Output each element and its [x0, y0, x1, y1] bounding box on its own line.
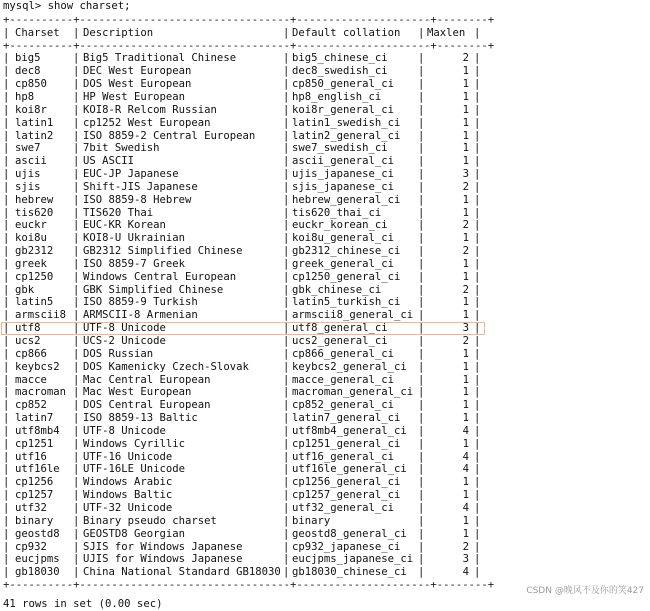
table-row: | ujis | EUC-JP Japanese | ujis_japanese_ci | 3 | [3, 168, 481, 181]
table-row: | dec8 | DEC West European | dec8_swedish_ci | 1 | [3, 65, 481, 78]
cell-maxlen: 1 [462, 514, 469, 527]
table-row: | cp850 | DOS West European | cp850_general_ci | 1 | [3, 78, 481, 91]
cell-collation: hp8_english_ci [292, 90, 382, 103]
table-row: | latin7 | ISO 8859-13 Baltic | latin7_general_ci | 1 | [3, 412, 481, 425]
cell-description: UTF-32 Unicode [83, 501, 173, 514]
cell-charset: eucjpms [15, 553, 60, 566]
cell-description: KOI8-R Relcom Russian [83, 103, 217, 116]
table-row: | swe7 | 7bit Swedish | swe7_swedish_ci | 1 | [3, 142, 481, 155]
cell-maxlen: 1 [462, 489, 469, 502]
cell-collation: geostd8_general_ci [292, 527, 407, 540]
cell-maxlen: 1 [462, 309, 469, 322]
result-footer: 41 rows in set (0.00 sec) [3, 597, 163, 610]
table-row: | hebrew | ISO 8859-8 Hebrew | hebrew_general_ci | 1 | [3, 193, 481, 206]
table-row: | koi8r | KOI8-R Relcom Russian | koi8r_general_ci | 1 | [3, 103, 481, 116]
cell-description: 7bit Swedish [83, 142, 160, 155]
cell-collation: tis620_thai_ci [292, 206, 382, 219]
cell-description: ISO 8859-8 Hebrew [83, 193, 192, 206]
cell-maxlen: 1 [462, 90, 469, 103]
cell-description: cp1252 West European [83, 116, 211, 129]
cell-description: ISO 8859-7 Greek [83, 257, 186, 270]
cell-charset: cp932 [15, 540, 47, 553]
cell-maxlen: 2 [462, 180, 469, 193]
cell-description: ARMSCII-8 Armenian [83, 309, 198, 322]
cell-maxlen: 1 [462, 527, 469, 540]
watermark-text: CSDN @晚风不及你的笑427 [526, 586, 644, 596]
cell-maxlen: 4 [462, 463, 469, 476]
table-row: | tis620 | TIS620 Thai | tis620_thai_ci | 1 | [3, 206, 481, 219]
cell-charset: latin5 [15, 296, 54, 309]
cell-description: ISO 8859-9 Turkish [83, 296, 198, 309]
cell-description: ISO 8859-2 Central European [83, 129, 256, 142]
cell-description: EUC-KR Korean [83, 219, 166, 232]
table-row: | utf16 | UTF-16 Unicode | utf16_general_ci | 4 | [3, 450, 481, 463]
cell-collation: cp1250_general_ci [292, 270, 401, 283]
cell-collation: eucjpms_japanese_ci [292, 553, 414, 566]
cell-collation: utf32_general_ci [292, 501, 395, 514]
cell-description: US ASCII [83, 155, 135, 168]
cell-description: DOS Russian [83, 347, 154, 360]
cell-charset: ujis [15, 168, 41, 181]
cell-collation: cp1251_general_ci [292, 437, 401, 450]
cell-charset: ascii [15, 155, 47, 168]
cell-collation: cp866_general_ci [292, 347, 395, 360]
cell-maxlen: 1 [462, 193, 469, 206]
cell-maxlen: 3 [462, 553, 469, 566]
cell-description: TIS620 Thai [83, 206, 154, 219]
table-row: | cp1250 | Windows Central European | cp1250_general_ci | 1 | [3, 270, 481, 283]
cell-maxlen: 1 [462, 386, 469, 399]
table-header-row: | Charset | Description | Default collation | Maxlen | [3, 26, 481, 39]
cell-maxlen: 1 [462, 373, 469, 386]
cell-collation: keybcs2_general_ci [292, 360, 407, 373]
table-row: | greek | ISO 8859-7 Greek | greek_general_ci | 1 | [3, 257, 481, 270]
cell-charset: dec8 [15, 65, 41, 78]
terminal-output [3, 0, 643, 611]
cell-description: GEOSTD8 Georgian [83, 527, 186, 540]
cell-collation: utf8_general_ci [292, 322, 388, 335]
cell-charset: cp1256 [15, 476, 54, 489]
cell-maxlen: 3 [462, 168, 469, 181]
cell-collation: cp1257_general_ci [292, 489, 401, 502]
cell-charset: cp1250 [15, 270, 54, 283]
table-row: | koi8u | KOI8-U Ukrainian | koi8u_general_ci | 1 | [3, 232, 481, 245]
cell-collation: koi8r_general_ci [292, 103, 395, 116]
cell-charset: armscii8 [15, 309, 67, 322]
table-row: | utf8 | UTF-8 Unicode | utf8_general_ci | 3 | [3, 322, 481, 335]
cell-maxlen: 4 [462, 566, 469, 579]
cell-collation: binary [292, 514, 331, 527]
cell-maxlen: 4 [462, 450, 469, 463]
cell-collation: cp852_general_ci [292, 399, 395, 412]
table-border-top: +----------+---------------------------------+---------------------+--------+ [3, 14, 495, 26]
cell-collation: latin2_general_ci [292, 129, 401, 142]
mysql-prompt: mysql> show charset; [3, 0, 131, 12]
cell-description: Mac Central European [83, 373, 211, 386]
cell-charset: keybcs2 [15, 360, 60, 373]
cell-collation: ucs2_general_ci [292, 335, 388, 347]
cell-description: UTF-16 Unicode [83, 450, 173, 463]
cell-maxlen: 1 [462, 412, 469, 425]
cell-description: DOS Central European [83, 399, 211, 412]
cell-maxlen: 2 [462, 335, 469, 347]
cell-charset: latin1 [15, 116, 54, 129]
cell-charset: latin7 [15, 412, 54, 425]
table-row: | eucjpms | UJIS for Windows Japanese | eucjpms_japanese_ci | 3 | [3, 553, 481, 566]
cell-charset: koi8u [15, 232, 47, 245]
cell-maxlen: 1 [462, 296, 469, 309]
cell-collation: utf16_general_ci [292, 450, 395, 463]
cell-collation: utf16le_general_ci [292, 463, 407, 476]
cell-collation: cp932_japanese_ci [292, 540, 401, 553]
table-row: | euckr | EUC-KR Korean | euckr_korean_ci | 2 | [3, 219, 481, 232]
cell-description: Big5 Traditional Chinese [83, 52, 237, 65]
cell-maxlen: 3 [462, 322, 469, 335]
cell-charset: macroman [15, 386, 67, 399]
cell-collation: gb2312_chinese_ci [292, 245, 401, 258]
cell-maxlen: 1 [462, 129, 469, 142]
cell-collation: ujis_japanese_ci [292, 168, 395, 181]
cell-charset: tis620 [15, 206, 54, 219]
cell-collation: latin5_turkish_ci [292, 296, 401, 309]
cell-collation: ascii_general_ci [292, 155, 395, 168]
cell-description: SJIS for Windows Japanese [83, 540, 243, 553]
cell-collation: macce_general_ci [292, 373, 395, 386]
cell-charset: utf8 [15, 322, 41, 335]
cell-charset: hebrew [15, 193, 54, 206]
cell-description: GB2312 Simplified Chinese [83, 245, 243, 258]
table-row: | hp8 | HP West European | hp8_english_ci | 1 | [3, 90, 481, 103]
table-row: | ascii | US ASCII | ascii_general_ci | 1 | [3, 155, 481, 168]
cell-maxlen: 1 [462, 65, 469, 78]
cell-description: Binary pseudo charset [83, 514, 217, 527]
header-description: Description [83, 26, 154, 39]
cell-description: UCS-2 Unicode [83, 335, 166, 347]
cell-description: HP West European [83, 90, 186, 103]
table-row: | latin1 | cp1252 West European | latin1_swedish_ci | 1 | [3, 116, 481, 129]
cell-maxlen: 2 [462, 245, 469, 258]
cell-maxlen: 2 [462, 540, 469, 553]
cell-description: Windows Baltic [83, 489, 173, 502]
cell-charset: swe7 [15, 142, 41, 155]
table-border-bottom: +----------+---------------------------------+---------------------+--------+ [3, 579, 495, 592]
cell-collation: cp1256_general_ci [292, 476, 401, 489]
cell-charset: gb18030 [15, 566, 60, 579]
table-row: | latin5 | ISO 8859-9 Turkish | latin5_turkish_ci | 1 | [3, 296, 481, 309]
header-maxlen: Maxlen [427, 26, 466, 39]
cell-maxlen: 1 [462, 116, 469, 129]
table-row: | sjis | Shift-JIS Japanese | sjis_japanese_ci | 2 | [3, 180, 481, 193]
cell-maxlen: 1 [462, 437, 469, 450]
table-row: | macroman | Mac West European | macroman_general_ci | 1 | [3, 386, 481, 399]
cell-collation: gb18030_chinese_ci [292, 566, 407, 579]
cell-description: UTF-16LE Unicode [83, 463, 186, 476]
cell-collation: koi8u_general_ci [292, 232, 395, 245]
cell-charset: geostd8 [15, 527, 60, 540]
cell-maxlen: 1 [462, 476, 469, 489]
table-row: | cp932 | SJIS for Windows Japanese | cp932_japanese_ci | 2 | [3, 540, 481, 553]
table-row: | gb18030 | China National Standard GB18030 | gb18030_chinese_ci | 4 | [3, 566, 481, 579]
table-row: | latin2 | ISO 8859-2 Central European | latin2_general_ci | 1 | [3, 129, 481, 142]
cell-maxlen: 4 [462, 424, 469, 437]
table-row: | cp852 | DOS Central European | cp852_general_ci | 1 | [3, 399, 481, 412]
table-row: | cp1256 | Windows Arabic | cp1256_general_ci | 1 | [3, 476, 481, 489]
cell-maxlen: 1 [462, 142, 469, 155]
cell-collation: latin1_swedish_ci [292, 116, 401, 129]
cell-charset: binary [15, 514, 54, 527]
cell-description: UTF-8 Unicode [83, 424, 166, 437]
table-row: | utf8mb4 | UTF-8 Unicode | utf8mb4_general_ci | 4 | [3, 424, 481, 437]
cell-maxlen: 2 [462, 52, 469, 65]
cell-collation: greek_general_ci [292, 257, 395, 270]
table-row: | ucs2 | UCS-2 Unicode | ucs2_general_ci | 2 | [3, 335, 481, 347]
cell-description: Shift-JIS Japanese [83, 180, 198, 193]
cell-charset: gbk [15, 283, 35, 296]
table-row: | cp1257 | Windows Baltic | cp1257_general_ci | 1 | [3, 489, 481, 502]
cell-charset: hp8 [15, 90, 35, 103]
cell-charset: cp850 [15, 78, 47, 91]
table-border-mid: +----------+---------------------------------+---------------------+--------+ [3, 39, 495, 52]
cell-charset: cp1257 [15, 489, 54, 502]
cell-description: ISO 8859-13 Baltic [83, 412, 198, 425]
table-row: | big5 | Big5 Traditional Chinese | big5_chinese_ci | 2 | [3, 52, 481, 65]
cell-charset: macce [15, 373, 47, 386]
table-row: | gbk | GBK Simplified Chinese | gbk_chinese_ci | 2 | [3, 283, 481, 296]
cell-collation: armscii8_general_ci [292, 309, 414, 322]
cell-description: Windows Arabic [83, 476, 173, 489]
cell-charset: big5 [15, 52, 41, 65]
cell-maxlen: 1 [462, 206, 469, 219]
cell-maxlen: 1 [462, 399, 469, 412]
cell-collation: hebrew_general_ci [292, 193, 401, 206]
cell-maxlen: 1 [462, 257, 469, 270]
cell-description: China National Standard GB18030 [83, 566, 281, 579]
cell-description: DOS West European [83, 78, 192, 91]
cell-maxlen: 1 [462, 155, 469, 168]
cell-charset: sjis [15, 180, 41, 193]
cell-maxlen: 1 [462, 78, 469, 91]
cell-charset: cp1251 [15, 437, 54, 450]
cell-maxlen: 2 [462, 219, 469, 232]
table-row: | utf16le | UTF-16LE Unicode | utf16le_general_ci | 4 | [3, 463, 481, 476]
cell-maxlen: 1 [462, 232, 469, 245]
cell-collation: latin7_general_ci [292, 412, 401, 425]
cell-charset: ucs2 [15, 335, 41, 347]
cell-description: DEC West European [83, 65, 192, 78]
cell-description: DOS Kamenicky Czech-Slovak [83, 360, 249, 373]
cell-charset: koi8r [15, 103, 47, 116]
header-charset: Charset [15, 26, 60, 39]
table-row: | macce | Mac Central European | macce_general_ci | 1 | [3, 373, 481, 386]
table-row: | armscii8 | ARMSCII-8 Armenian | armscii8_general_ci | 1 | [3, 309, 481, 322]
table-row: | binary | Binary pseudo charset | binary | 1 | [3, 514, 481, 527]
cell-charset: utf32 [15, 501, 47, 514]
cell-collation: euckr_korean_ci [292, 219, 388, 232]
cell-collation: utf8mb4_general_ci [292, 424, 407, 437]
cell-charset: gb2312 [15, 245, 54, 258]
cell-collation: gbk_chinese_ci [292, 283, 382, 296]
table-row: | cp866 | DOS Russian | cp866_general_ci | 1 | [3, 347, 481, 360]
cell-charset: euckr [15, 219, 47, 232]
cell-maxlen: 2 [462, 283, 469, 296]
cell-description: KOI8-U Ukrainian [83, 232, 186, 245]
cell-maxlen: 1 [462, 103, 469, 116]
cell-maxlen: 4 [462, 501, 469, 514]
cell-description: EUC-JP Japanese [83, 168, 179, 181]
cell-collation: big5_chinese_ci [292, 52, 388, 65]
header-collation: Default collation [292, 26, 401, 39]
table-row: | cp1251 | Windows Cyrillic | cp1251_general_ci | 1 | [3, 437, 481, 450]
cell-description: UJIS for Windows Japanese [83, 553, 243, 566]
table-row: | utf32 | UTF-32 Unicode | utf32_general_ci | 4 | [3, 501, 481, 514]
cell-charset: cp866 [15, 347, 47, 360]
table-row: | gb2312 | GB2312 Simplified Chinese | gb2312_chinese_ci | 2 | [3, 245, 481, 258]
cell-description: Windows Cyrillic [83, 437, 186, 450]
cell-collation: cp850_general_ci [292, 78, 395, 91]
cell-description: UTF-8 Unicode [83, 322, 166, 335]
cell-collation: macroman_general_ci [292, 386, 414, 399]
cell-collation: dec8_swedish_ci [292, 65, 388, 78]
cell-charset: latin2 [15, 129, 54, 142]
table-body [3, 52, 481, 579]
cell-charset: utf16le [15, 463, 60, 476]
cell-description: Mac West European [83, 386, 192, 399]
charset-table [3, 14, 495, 592]
cell-charset: utf8mb4 [15, 424, 60, 437]
cell-description: Windows Central European [83, 270, 237, 283]
cell-maxlen: 1 [462, 360, 469, 373]
cell-description: GBK Simplified Chinese [83, 283, 224, 296]
cell-charset: cp852 [15, 399, 47, 412]
cell-collation: swe7_swedish_ci [292, 142, 388, 155]
table-row: | geostd8 | GEOSTD8 Georgian | geostd8_general_ci | 1 | [3, 527, 481, 540]
cell-maxlen: 1 [462, 270, 469, 283]
table-row: | keybcs2 | DOS Kamenicky Czech-Slovak | keybcs2_general_ci | 1 | [3, 360, 481, 373]
cell-charset: utf16 [15, 450, 47, 463]
cell-collation: sjis_japanese_ci [292, 180, 395, 193]
cell-maxlen: 1 [462, 347, 469, 360]
cell-charset: greek [15, 257, 47, 270]
